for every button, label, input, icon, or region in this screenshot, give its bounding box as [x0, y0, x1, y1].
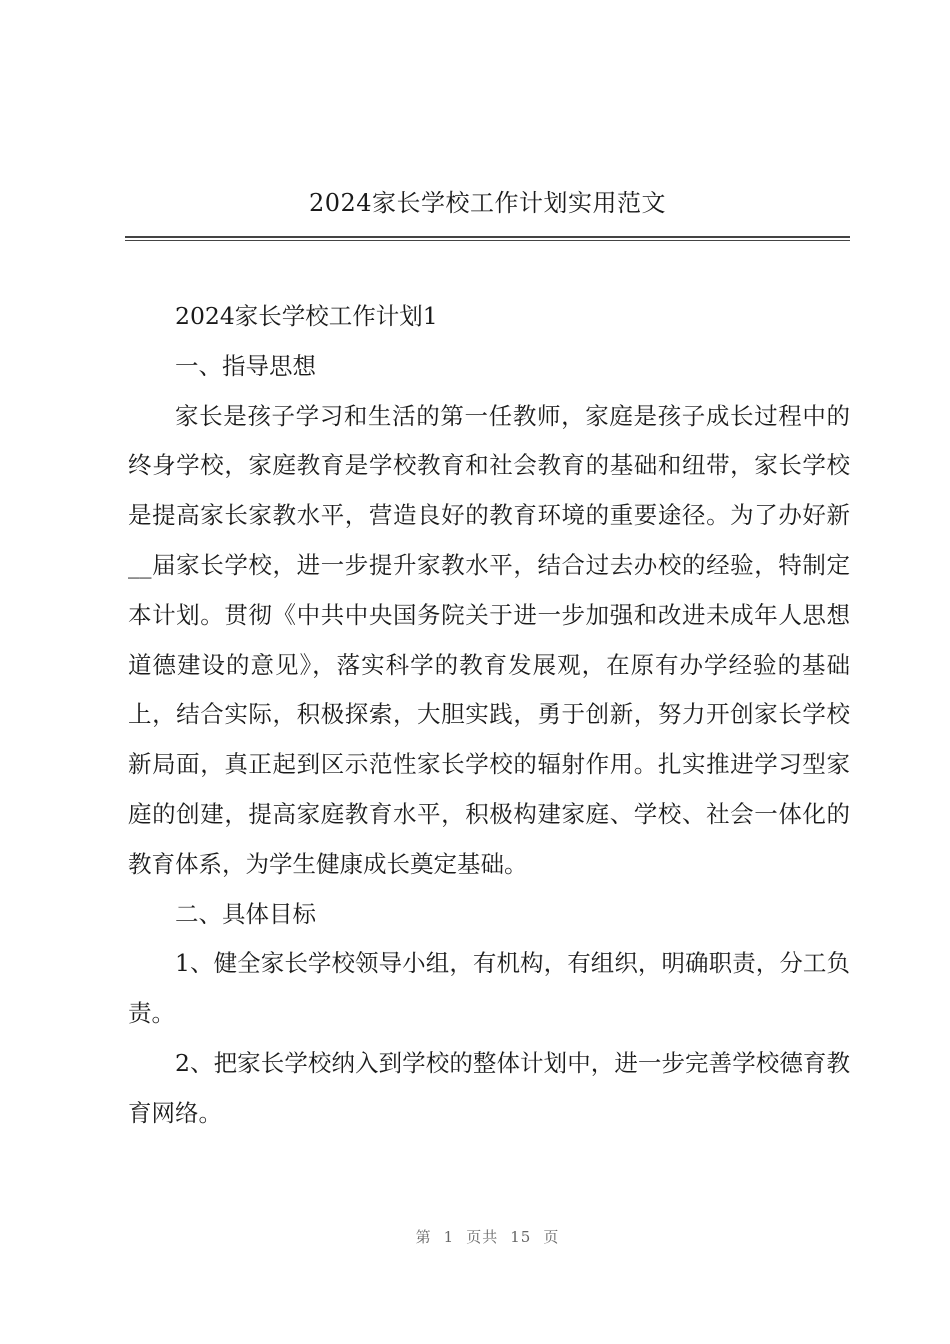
section-heading-plan: 2024家长学校工作计划1: [175, 302, 438, 330]
section-heading-guiding-ideology: 一、指导思想: [175, 351, 316, 380]
page-number-middle: 页共: [466, 1228, 499, 1246]
section-heading-specific-goals: 二、具体目标: [175, 899, 316, 928]
page-footer: [0, 1226, 950, 1247]
body-paragraph-guiding-ideology: 家长是孩子学习和生活的第一任教师，家庭是孩子成长过程中的终身学校，家庭教育是学校教育和社会教育的基础和纽带，家长学校是提高家长家教水平，营造良好的教育环境的重要途径。为了办好新__届家长学校，进一步提升家教水平，结合过去办校的经验，特制定本计划。贯彻《中共中央国务院关于进一步加强和改进未成年人思想道德建设的意见》，落实科学的教育发展观，在原有办学经验的基础上，结合实际，积极探索，大胆实践，勇于创新，努力开创家长学校新局面，真正起到区示范性家长学校的辐射作用。扎实推进学习型家庭的创建，提高家庭教育水平，积极构建家庭、学校、社会一体化的教育体系，为学生健康成长奠定基础。: [128, 401, 850, 878]
document-title: 2024家长学校工作计划实用范文: [308, 189, 667, 217]
page-number-prefix: 第: [415, 1228, 432, 1246]
title-divider: [125, 236, 850, 241]
page-number-suffix: 页: [543, 1228, 560, 1246]
body-paragraph-goal-1: 1、健全家长学校领导小组，有机构，有组织，明确职责，分工负责。: [128, 949, 850, 1028]
page-number-current: 1: [443, 1228, 455, 1246]
page-number-total: 15: [510, 1228, 532, 1246]
document-body: [128, 292, 850, 1139]
body-paragraph-goal-2: 2、把家长学校纳入到学校的整体计划中，进一步完善学校德育教育网络。: [128, 1048, 850, 1127]
